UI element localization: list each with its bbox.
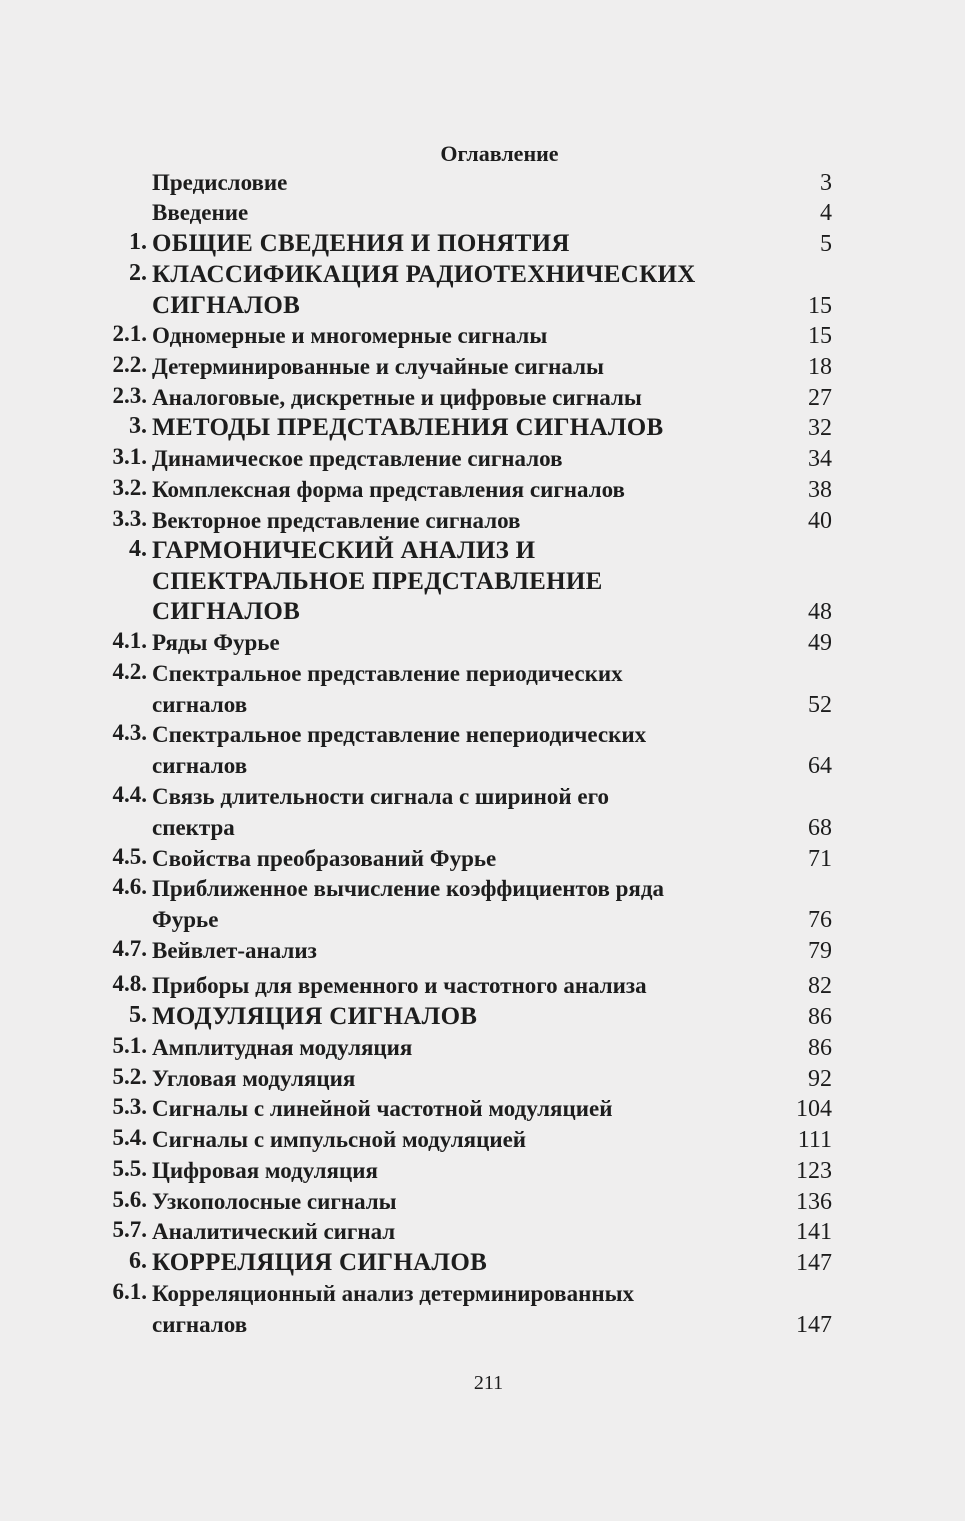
toc-entry-title: Спектральное представление непериодических сигналов	[152, 722, 647, 778]
toc-entry-number: 4.1.	[112, 628, 147, 653]
toc-entry-title: Введение	[152, 200, 249, 225]
toc-entry-page: 76	[808, 906, 832, 933]
toc-entry-page: 34	[808, 446, 832, 472]
toc-entry-number: 5.	[129, 1002, 147, 1028]
toc-entry-number: 6.	[129, 1248, 147, 1274]
toc-entry-number: 5.2.	[112, 1064, 147, 1089]
toc-entry-number: 2.	[129, 260, 147, 286]
toc-entry-page: 111	[797, 1127, 832, 1153]
toc-entry-page: 147	[796, 1250, 832, 1276]
toc-entry-number: 3.3.	[112, 506, 147, 531]
toc-entry-number: 4.3.	[112, 720, 147, 745]
toc-entry-number: 5.3.	[112, 1094, 147, 1119]
toc-entry-page: 3	[820, 170, 832, 196]
toc-entry-title: Узкополосные сигналы	[152, 1189, 397, 1214]
toc-entry-title: Свойства преобразований Фурье	[152, 846, 497, 871]
toc-entry-title: ОБЩИЕ СВЕДЕНИЯ И ПОНЯТИЯ	[152, 230, 570, 257]
toc-entry-page: 104	[796, 1096, 832, 1122]
toc-entry-number: 3.	[129, 413, 147, 439]
toc-entry-page: 147	[796, 1311, 832, 1338]
toc-entry-title: Аналитический сигнал	[152, 1219, 396, 1244]
toc-entry-title: Предисловие	[152, 170, 288, 195]
toc-entry-number: 6.1.	[112, 1279, 147, 1304]
toc-entry-title: МЕТОДЫ ПРЕДСТАВЛЕНИЯ СИГНАЛОВ	[152, 414, 664, 441]
toc-entry-number: 4.7.	[112, 936, 147, 961]
toc-entry-number: 5.6.	[112, 1187, 147, 1212]
toc-entry-page: 18	[808, 354, 832, 380]
toc-entry-title: Ряды Фурье	[152, 630, 280, 655]
toc-entry-title: Цифровая модуляция	[152, 1158, 378, 1183]
toc-entry-title: Сигналы с линейной частотной модуляцией	[152, 1096, 613, 1121]
page-number: 211	[473, 1372, 504, 1394]
toc-entry-page: 64	[808, 752, 832, 779]
toc-entry-title: КОРРЕЛЯЦИЯ СИГНАЛОВ	[152, 1249, 488, 1276]
toc-entry-title: Детерминированные и случайные сигналы	[152, 354, 604, 379]
toc-entry-number: 4.2.	[112, 659, 147, 684]
toc-entry-page: 141	[796, 1219, 832, 1245]
toc-title: Оглавление	[440, 141, 559, 166]
toc-entry-title: Аналоговые, дискретные и цифровые сигналы	[152, 385, 642, 410]
toc-entry-page: 15	[808, 292, 832, 319]
toc-entry-number: 5.7.	[112, 1217, 147, 1242]
toc-entry-title: Сигналы с импульсной модуляцией	[152, 1127, 527, 1152]
toc-entry-title: Связь длительности сигнала с шириной его спектра	[152, 784, 609, 840]
toc-entry-page: 52	[808, 691, 832, 718]
toc-entry-page: 48	[808, 599, 832, 626]
toc-entry-page: 32	[808, 415, 832, 441]
toc-entry-title: Одномерные и многомерные сигналы	[152, 323, 548, 348]
toc-entry-title: Комплексная форма представления сигналов	[152, 477, 625, 502]
toc-entry-page: 86	[808, 1035, 832, 1061]
toc-entry-page: 38	[808, 477, 832, 503]
toc-entry-page: 4	[820, 200, 832, 226]
toc-entry-page: 86	[808, 1004, 832, 1030]
toc-entry-number: 2.2.	[112, 352, 147, 377]
toc-entry-page: 123	[796, 1158, 832, 1184]
toc-entry-number: 1.	[129, 229, 147, 255]
toc-entry-number: 3.1.	[112, 444, 147, 469]
toc-entry-title: КЛАССИФИКАЦИЯ РАДИОТЕХНИЧЕСКИХ СИГНАЛОВ	[152, 261, 696, 319]
toc-entry-page: 79	[808, 938, 832, 964]
toc-entry-title: Спектральное представление периодических сигналов	[152, 661, 623, 717]
toc-entry-page: 68	[808, 814, 832, 841]
toc-entry-title: Корреляционный анализ детерминированных сигналов	[152, 1281, 635, 1337]
toc-entry-page: 71	[808, 846, 832, 872]
toc-entry-title: Векторное представление сигналов	[152, 508, 521, 533]
toc-entry-page: 27	[808, 385, 832, 411]
toc-entry-number: 4.5.	[112, 844, 147, 869]
toc-entry-number: 5.5.	[112, 1156, 147, 1181]
toc-entry-page: 49	[808, 630, 832, 656]
toc-entry-page: 5	[820, 231, 832, 257]
toc-entry-number: 4.	[129, 536, 147, 562]
toc-entry-title: Вейвлет-анализ	[152, 938, 317, 963]
toc-entry-number: 4.4.	[112, 782, 147, 807]
toc-entry-title: Угловая модуляция	[152, 1066, 356, 1091]
toc-entry-page: 40	[808, 508, 832, 534]
toc-entry-page: 82	[808, 973, 832, 999]
toc-entry-number: 3.2.	[112, 475, 147, 500]
toc-entry-page: 136	[796, 1189, 832, 1215]
toc-entry-title: МОДУЛЯЦИЯ СИГНАЛОВ	[152, 1003, 478, 1030]
toc-entry-number: 5.4.	[112, 1125, 147, 1150]
toc-entry-number: 2.1.	[112, 321, 147, 346]
toc-entry-page: 92	[808, 1066, 832, 1092]
toc-entry-number: 4.6.	[112, 874, 147, 899]
toc-entry-title: Приборы для временного и частотного анализа	[152, 973, 647, 998]
toc-entry-page: 15	[808, 323, 832, 349]
toc-entry-number: 5.1.	[112, 1033, 147, 1058]
toc-entry-title: Приближенное вычисление коэффициентов ряда Фурье	[152, 876, 664, 932]
toc-entry-number: 2.3.	[112, 383, 147, 408]
toc-entry-title: ГАРМОНИЧЕСКИЙ АНАЛИЗ И СПЕКТРАЛЬНОЕ ПРЕДСТАВЛЕНИЕ СИГНАЛОВ	[152, 537, 603, 625]
toc-entry-title: Амплитудная модуляция	[152, 1035, 413, 1060]
toc-entry-title: Динамическое представление сигналов	[152, 446, 563, 471]
toc-entry-number: 4.8.	[112, 971, 147, 996]
